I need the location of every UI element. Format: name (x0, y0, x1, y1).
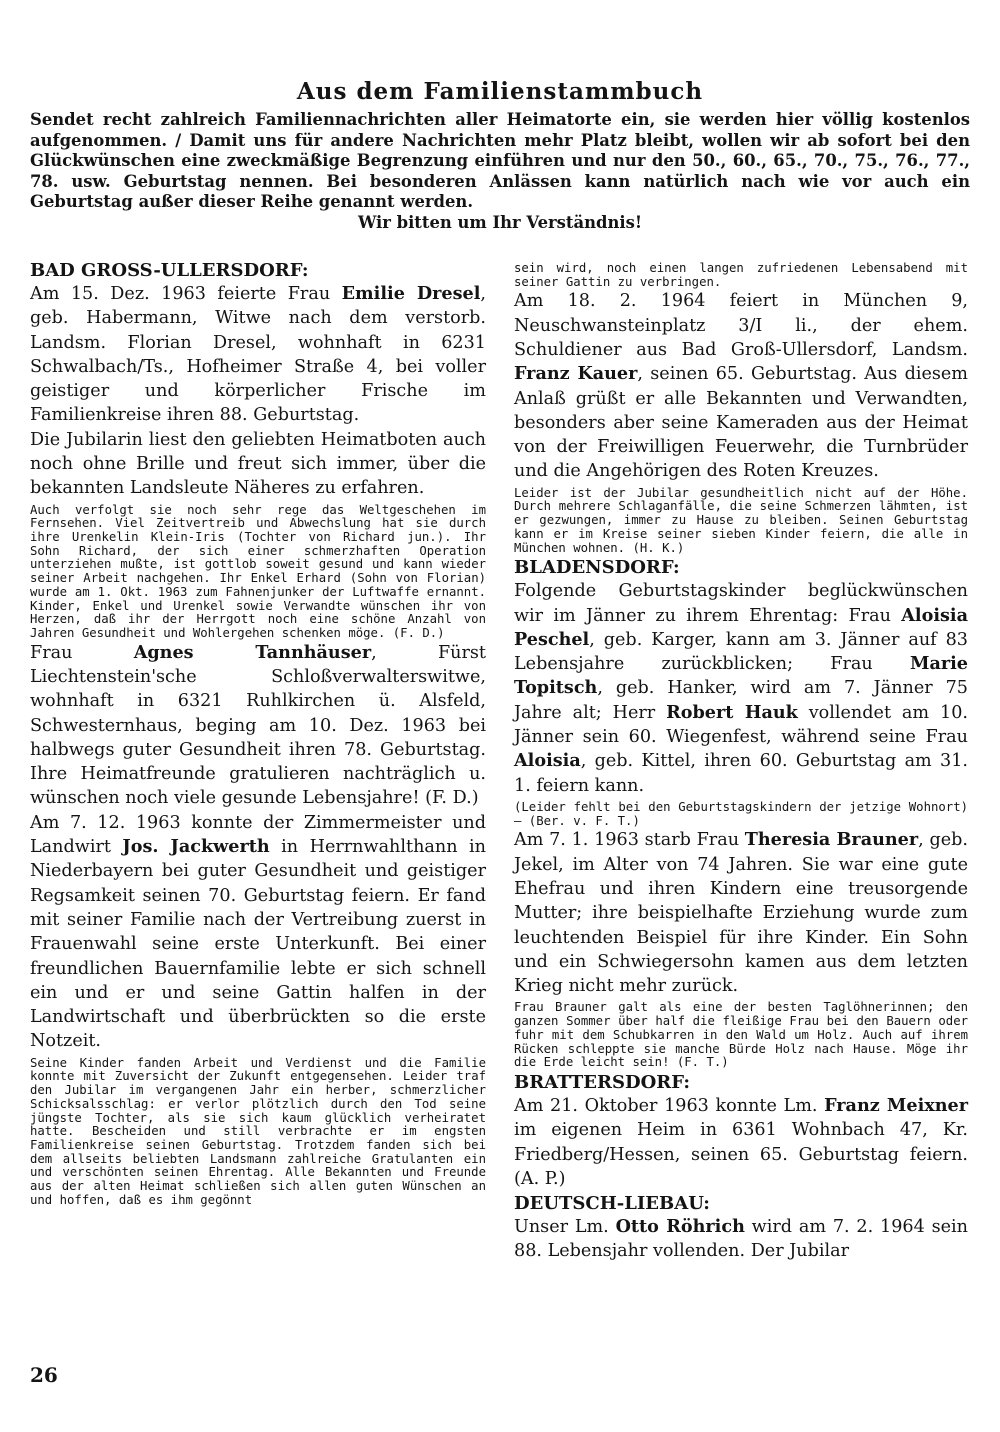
article-paragraph: Am 18. 2. 1964 feiert in München 9, Neuschwansteinplatz 3/I li., der ehem. Schuldiener aus Bad Groß-Ullersdorf, Landsm. Franz Kauer, seinen 65. Geburtstag. Aus diesem Anlaß grüßt er alle Bekannten und Verwandten, besonders aber seine Kameraden aus der Heimat von der Freiwilligen Feuerwehr, die Turnbrüder und die Angehörigen des Roten Kreuzes. (514, 291, 968, 482)
article-paragraph: Am 7. 1. 1963 starb Frau Theresia Brauner, geb. Jekel, im Alter von 74 Jahren. Sie war eine gute Ehefrau und ihren Kindern eine treusorgende Mutter; ihre beispielhafte Erziehung wurde zum leuchtenden Beispiel für ihre Kinder. Ein Sohn und ein Schwiegersohn kamen aus dem letzten Krieg nicht mehr zurück. (514, 829, 968, 997)
article-paragraph: Am 21. Oktober 1963 konnte Lm. Franz Meixner im eigenen Heim in 6361 Wohnbach 47, Kr. Friedberg/Hessen, seinen 65. Geburtstag feiern. (A. P.) (514, 1094, 968, 1189)
article-note: sein wird, noch einen langen zufriedenen Lebensabend mit seiner Gattin zu verbringen. (514, 261, 968, 289)
article-note: Seine Kinder fanden Arbeit und Verdienst und die Familie konnte mit Zuversicht der Zukunft entgegensehen. Leider traf den Jubilar im vergangenen Jahr ein herber, schmerzlicher Schicksalsschlag: er verlor plötzlich durch den Tod seine jüngste Tochter, als sie sich kaum glücklich verheiratet hatte. Bescheiden und still verbrachte er im engsten Familienkreise seinen Geburtstag. Trotzdem fanden sich bei dem allseits beliebten Landsmann zahlreiche Gratulanten ein und verschönten seinen Ehrentag. Alle Bekannten und Freunde aus der alten Heimat schließen sich allen guten Wünschen an und hoffen, daß es ihm gegönnt (30, 1055, 486, 1207)
page-number: 26 (30, 1363, 58, 1387)
article-note: Leider ist der Jubilar gesundheitlich nicht auf der Höhe. Durch mehrere Schlaganfälle, die seine Schmerzen lähmten, ist er gezwungen, immer zu Hause zu bleiben. Seinen Geburtstag kann er im Kreise seiner sieben Kinder feiern, die alle in München wohnen. (H. K.) (514, 485, 968, 555)
person-name: Emilie Dresel (341, 283, 481, 304)
person-name: Agnes Tannhäuser (133, 641, 372, 663)
article-paragraph: Am 7. 12. 1963 konnte der Zimmermeister und Landwirt Jos. Jackwerth in Herrnwahlthann in Niederbayern bei guter Gesundheit und geistiger Regsamkeit seinen 70. Geburtstag feiern. Er fand mit seiner Familie nach der Vertreibung zuerst in Frauenwahl seine erste Unterkunft. Bei einer freundlichen Bauernfamilie lebte er sich schnell ein und er und seine Gattin halfen in der Landwirtschaft und überbrückten so die erste Notzeit. (30, 812, 487, 1052)
left-column (30, 258, 486, 1207)
intro-text: Sendet recht zahlreich Familiennachrichten aller Heimatorte ein, sie werden hier völlig kostenlos aufgenommen. / Damit uns für andere Nachrichten mehr Platz bleibt, wollen wir ab sofort bei den Glückwünschen eine zweckmäßige Begrenzung einführen und nur den 50., 60., 65., 70., 75., 76., 77., 78. usw. Geburtstag nennen. Bei besonderen Anlässen kann natürlich nach wie vor auch ein Geburtstag außer dieser Reihe genannt werden. (30, 110, 970, 211)
article-note: (Leider fehlt bei den Geburtstagskindern der jetzige Wohnort) — (Ber. v. F. T.) (514, 799, 968, 828)
article-note: Frau Brauner galt als eine der besten Taglöhnerinnen; den ganzen Sommer über half die fleißige Frau bei den Bauern oder fuhr mit dem Schubkarren in den Wald um Holz. Auch auf ihrem Rücken schleppte sie manche Bürde Holz nach Hause. Möge ihr die Erde leicht sein! (F. T.) (514, 1000, 968, 1070)
person-name: Jos. Jackwerth (122, 836, 270, 858)
article-paragraph: Frau Agnes Tannhäuser, Fürst Liechtenstein'sche Schloßverwalterswitwe, wohnhaft in 6321 Ruhlkirchen ü. Alsfeld, Schwesternhaus, beging am 10. Dez. 1963 bei halbwegs guter Gesundheit ihren 78. Geburtstag. Ihre Heimatfreunde gratulieren nachträglich u. wünschen noch viele gesunde Lebensjahre! (F. D.) (30, 641, 486, 809)
section-heading-bladensdorf: BLADENSDORF: (514, 557, 680, 579)
right-column (514, 262, 968, 1264)
intro-closing: Wir bitten um Ihr Verständnis! (357, 212, 643, 232)
person-name: Franz Meixner (824, 1094, 968, 1116)
section-heading-bad-gross-ullersdorf: BAD GROSS-ULLERSDORF: (30, 260, 309, 281)
person-name: Otto Röhrich (615, 1216, 745, 1238)
article-paragraph: Am 15. Dez. 1963 feierte Frau Emilie Dresel, geb. Habermann, Witwe nach dem verstorb. Landsm. Florian Dresel, wohnhaft in 6231 Schwalbach/Ts., Hofheimer Straße 4, bei voller geistiger und körperlicher Frische im Familienkreise ihren 88. Geburtstag. (30, 283, 486, 426)
section-heading-deutsch-liebau: DEUTSCH-LIEBAU: (514, 1193, 710, 1215)
person-name: Aloisia (514, 750, 581, 772)
article-paragraph: Folgende Geburtstagskinder beglückwünschen wir im Jänner zu ihrem Ehrentag: Frau Aloisia Peschel, geb. Karger, kann am 3. Jänner auf 83 Lebensjahre zurückblicken; Frau Marie Topitsch, geb. Hanker, wird am 7. Jänner 75 Jahre alt; Herr Robert Hauk vollendet am 10. Jänner sein 60. Wiegenfest, während seine Frau Aloisia, geb. Kittel, ihren 60. Geburtstag am 31. 1. feiern kann. (514, 581, 968, 796)
person-name: Robert Hauk (666, 701, 798, 723)
person-name: Marie Topitsch (514, 653, 968, 699)
page-title: Aus dem Familienstammbuch (296, 78, 704, 105)
article-paragraph: Die Jubilarin liest den geliebten Heimatboten auch noch ohne Brille und freut sich immer, über die bekannten Landsleute Näheres zu erfahren. (30, 429, 486, 499)
person-name: Aloisia Peschel (514, 604, 968, 650)
person-name: Theresia Brauner (744, 829, 919, 851)
intro-notice (30, 110, 970, 233)
article-note: Auch verfolgt sie noch sehr rege das Weltgeschehen im Fernsehen. Viel Zeitvertreib und Abwechslung hat sie durch ihre Urenkelin Klein-Iris (Tochter von Richard jun.). Ihr Sohn Richard, der sich einer schmerzhaften Operation unterziehen mußte, ist gottlob soweit gesund und kann wieder seiner Arbeit nachgehen. Ihr Enkel Erhard (Sohn von Florian) wurde am 1. Okt. 1963 zum Fahnenjunker der Luftwaffe ernannt. Kinder, Enkel und Urenkel sowie Verwandte wünschen ihr von Herzen, daß ihr der Herrgott noch eine schöne Anzahl von Jahren Gesundheit und Wohlergehen schenken möge. (F. D.) (30, 502, 486, 640)
section-heading-brattersdorf: BRATTERSDORF: (514, 1071, 691, 1093)
article-paragraph: Unser Lm. Otto Röhrich wird am 7. 2. 1964 sein 88. Lebensjahr vollenden. Der Jubilar (514, 1216, 968, 1262)
person-name: Franz Kauer (514, 363, 638, 385)
